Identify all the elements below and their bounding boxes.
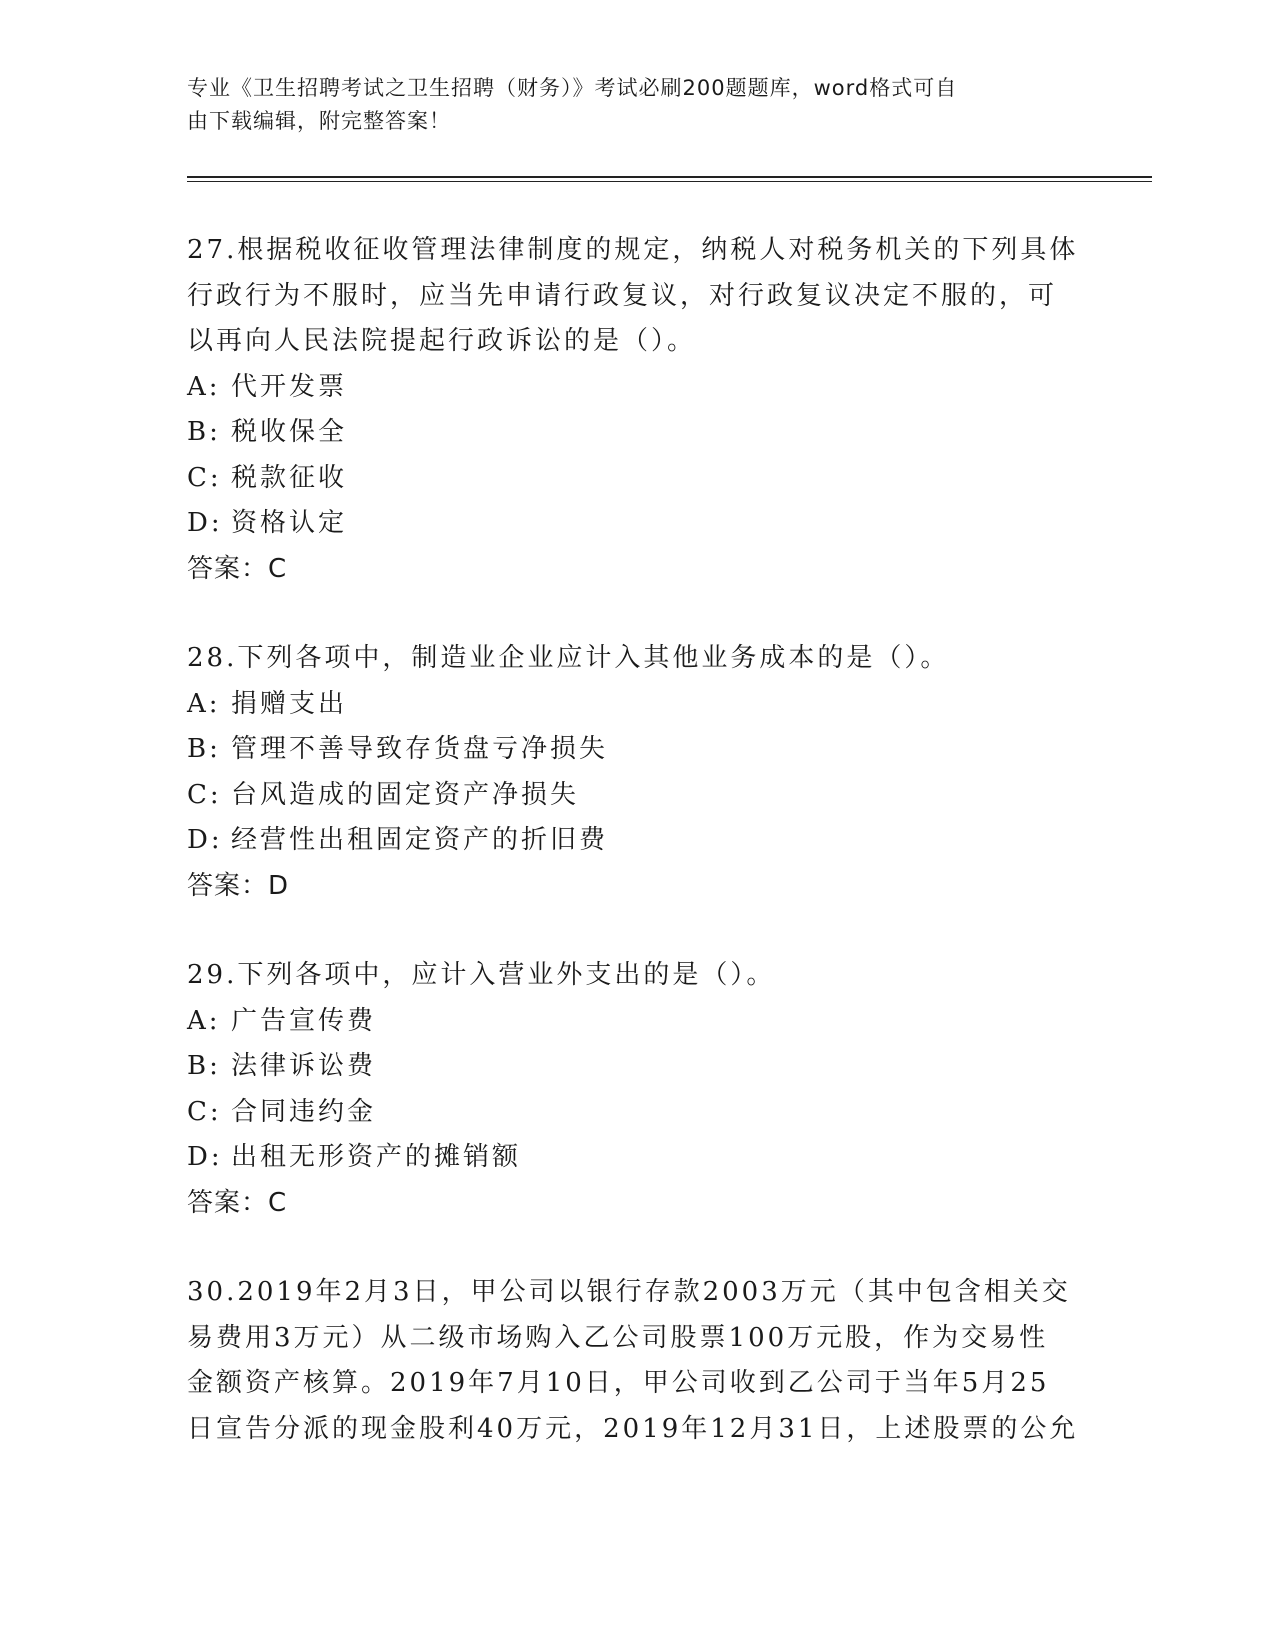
answer-line: 答案：C: [187, 1187, 288, 1218]
option-text: 出租无形资产的摊销额: [231, 1142, 522, 1172]
option-text: 台风造成的固定资产净损失: [231, 779, 580, 810]
option-text: 代开发票: [231, 371, 348, 402]
question-text-line: 27.根据税收征收管理法律制度的规定，纳税人对税务机关的下列具体: [187, 235, 1079, 265]
option-d: [187, 501, 1087, 547]
option-text: 广告宣传费: [231, 1005, 377, 1036]
option-text: 合同违约金: [231, 1096, 377, 1127]
question-text-line: 29.下列各项中，应计入营业外支出的是（）。: [187, 960, 776, 990]
option-text: 税款征收: [231, 462, 348, 493]
document-header: [187, 72, 1067, 138]
option-c: [187, 773, 1087, 819]
option-letter: B:: [187, 1051, 221, 1081]
option-text: 法律诉讼费: [231, 1051, 377, 1081]
question-28: [187, 636, 1087, 909]
header-divider-thick: [187, 176, 1152, 178]
question-text-line: 易费用3万元）从二级市场购入乙公司股票100万元股，作为交易性: [187, 1322, 1049, 1353]
option-letter: A:: [187, 371, 221, 402]
question-text-line: 行政行为不服时，应当先申请行政复议，对行政复议决定不服的，可: [187, 280, 1058, 311]
header-divider-thin: [187, 181, 1152, 182]
option-letter: B:: [187, 417, 221, 447]
option-a: [187, 682, 1087, 728]
option-b: [187, 410, 1087, 456]
option-letter: C:: [187, 1096, 222, 1127]
option-b: [187, 1044, 1087, 1090]
option-letter: B:: [187, 734, 221, 764]
option-letter: C:: [187, 779, 222, 810]
option-letter: D:: [187, 825, 223, 855]
question-list: [187, 228, 1087, 1496]
option-a: [187, 999, 1087, 1045]
answer-line: 答案：C: [187, 553, 288, 584]
option-d: [187, 818, 1087, 864]
option-text: 经营性出租固定资产的折旧费: [231, 825, 609, 855]
option-text: 税收保全: [231, 417, 348, 447]
question-text-line: 日宣告分派的现金股利40万元，2019年12月31日，上述股票的公允: [187, 1413, 1079, 1444]
answer-line: 答案：D: [187, 870, 290, 901]
option-d: [187, 1135, 1087, 1181]
question-text-line: 以再向人民法院提起行政诉讼的是（）。: [187, 326, 697, 356]
question-27: [187, 228, 1087, 592]
option-c: [187, 456, 1087, 502]
header-line-2: 由下载编辑，附完整答案！: [187, 109, 451, 133]
option-text: 管理不善导致存货盘亏净损失: [231, 734, 609, 764]
header-line-1: 专业《卫生招聘考试之卫生招聘（财务）》考试必刷200题题库，word格式可自: [187, 76, 958, 100]
option-letter: D:: [187, 1142, 223, 1172]
question-text-line: 30.2019年2月3日，甲公司以银行存款2003万元（其中包含相关交: [187, 1277, 1071, 1307]
option-c: [187, 1090, 1087, 1136]
option-letter: A:: [187, 1005, 221, 1036]
option-text: 资格认定: [231, 508, 348, 538]
question-text-line: 28.下列各项中，制造业企业应计入其他业务成本的是（）。: [187, 643, 950, 673]
option-a: [187, 365, 1087, 411]
question-30: [187, 1270, 1087, 1452]
option-letter: A:: [187, 688, 221, 719]
option-text: 捐赠支出: [231, 688, 348, 719]
question-29: [187, 953, 1087, 1226]
option-b: [187, 727, 1087, 773]
option-letter: D:: [187, 508, 223, 538]
question-text-line: 金额资产核算。2019年7月10日，甲公司收到乙公司于当年5月25: [187, 1368, 1050, 1398]
option-letter: C:: [187, 462, 222, 493]
